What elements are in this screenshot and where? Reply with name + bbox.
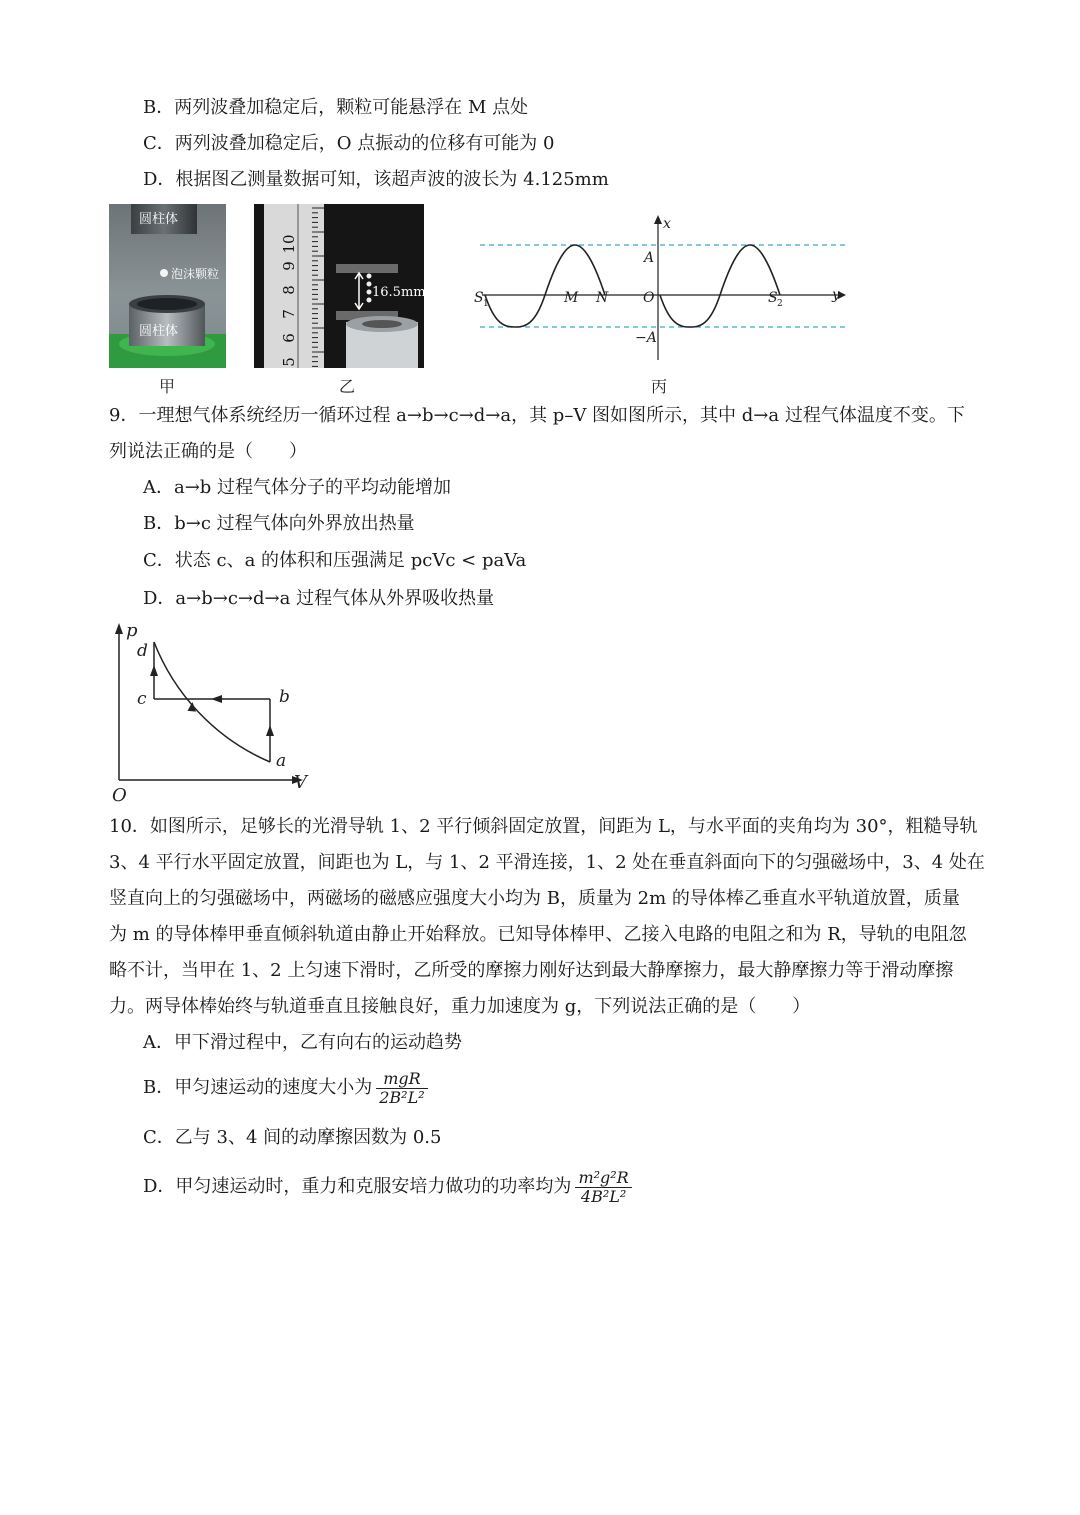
ruler-number-7: 7 [280,309,298,319]
ruler-number-9: 9 [280,261,298,271]
q8-option-c: C．两列波叠加稳定后，O 点振动的位移有可能为 0 [143,133,555,154]
figure-bing-caption: 丙 [651,377,668,396]
bing-label-y: y [832,287,840,303]
q10-option-b-numerator: mgR [376,1070,427,1089]
bing-label-s1: S [474,290,484,306]
graph-label-p: p [126,620,138,641]
q10-stem-line-1: 10．如图所示，足够长的光滑导轨 1、2 平行倾斜固定放置，间距为 L，与水平面的夹角均为 30°，粗糙导轨 [109,816,978,837]
yi-measure-label: 16.5mm [372,285,424,300]
bing-label-a: A [644,250,655,266]
q10-stem-line-3: 竖直向上的匀强磁场中，两磁场的磁感应强度大小均为 B，质量为 2m 的导体棒乙垂直水平轨道放置，质量 [109,888,960,909]
bing-label-m: M [564,290,579,306]
q10-stem-line-2: 3、4 平行水平固定放置，间距也为 L，与 1、2 平滑连接，1、2 处在垂直斜面向下的匀强磁场中，3、4 处在 [109,852,985,873]
q10-stem-line-5: 略不计，当甲在 1、2 上匀速下滑时，乙所受的摩擦力刚好达到最大静摩擦力，最大静摩擦力等于滑动摩擦 [109,960,954,981]
q10-option-d-fraction [575,1169,631,1206]
q10-option-c: C．乙与 3、4 间的动摩擦因数为 0.5 [143,1127,442,1148]
figure-yi-photo [254,204,424,368]
jia-label-top: 圆柱体 [139,212,179,227]
bing-label-x: x [663,216,671,232]
graph-label-c: c [137,689,147,709]
bing-label-n: N [596,290,609,306]
q9-option-a: A．a→b 过程气体分子的平均动能增加 [143,477,452,498]
q10-option-d-numerator: m²g²R [575,1169,631,1188]
graph-label-a: a [276,751,287,771]
q8-option-b: B．两列波叠加稳定后，颗粒可能悬浮在 M 点处 [143,97,529,118]
q10-option-a: A．甲下滑过程中，乙有向右的运动趋势 [143,1032,462,1053]
jia-label-bottom: 圆柱体 [139,324,179,339]
bing-label-s2-sub: 2 [777,299,783,309]
graph-label-v: V [294,772,307,793]
wave-right [660,245,780,327]
ruler-number-8: 8 [280,285,298,295]
graph-label-d: d [137,641,148,661]
jia-label-particle: 泡沫颗粒 [171,267,220,281]
q10-option-b-denominator: 2B²L² [379,1087,425,1107]
bing-label-s2: S [768,290,778,306]
figure-jia-photo [109,204,226,368]
q8-option-d: D．根据图乙测量数据可知，该超声波的波长为 4.125mm [143,169,609,190]
q9-option-b: B．b→c 过程气体向外界放出热量 [143,513,415,534]
bing-label-neg-a: −A [635,330,657,346]
figure-yi-caption: 乙 [339,377,356,396]
figure-jia-caption: 甲 [159,377,176,396]
q9-option-d: D．a→b→c→d→a 过程气体从外界吸收热量 [143,588,495,609]
bing-label-s1-sub: 1 [483,299,489,309]
ruler-number-6: 6 [280,333,298,343]
q10-option-b-fraction [376,1070,427,1107]
q10-option-d-text: D．甲匀速运动时，重力和克服安培力做功的功率均为 [143,1176,572,1197]
bing-label-o: O [643,290,655,306]
ruler-number-10: 10 [280,234,298,254]
graph-label-o: O [112,785,127,806]
q10-option-d-denominator: 4B²L² [580,1186,627,1206]
q9-stem-line-2: 列说法正确的是（ ） [109,441,307,462]
q10-stem-line-6: 力。两导体棒始终与轨道垂直且接触良好，重力加速度为 g，下列说法正确的是（ ） [109,996,811,1017]
ruler-number-5: 5 [280,357,298,367]
q9-stem-line-1: 9．一理想气体系统经历一循环过程 a→b→c→d→a，其 p–V 图如图所示，其中 d→a 过程气体温度不变。下 [109,405,965,426]
q10-option-d [143,1165,632,1213]
wave-left [485,245,605,327]
figure-bing-wave-diagram [470,210,850,370]
q9-option-c: C．状态 c、a 的体积和压强满足 pcVc < paVa [143,550,527,571]
q10-stem-line-4: 为 m 的导体棒甲垂直倾斜轨道由静止开始释放。已知导体棒甲、乙接入电路的电阻之和为 R，导轨的电阻忽 [109,924,967,945]
graph-label-b: b [279,687,290,707]
isotherm-d-a [154,642,270,762]
q10-option-b-text: B．甲匀速运动的速度大小为 [143,1077,373,1098]
q10-option-b [143,1068,428,1112]
q9-pv-graph [104,618,314,808]
